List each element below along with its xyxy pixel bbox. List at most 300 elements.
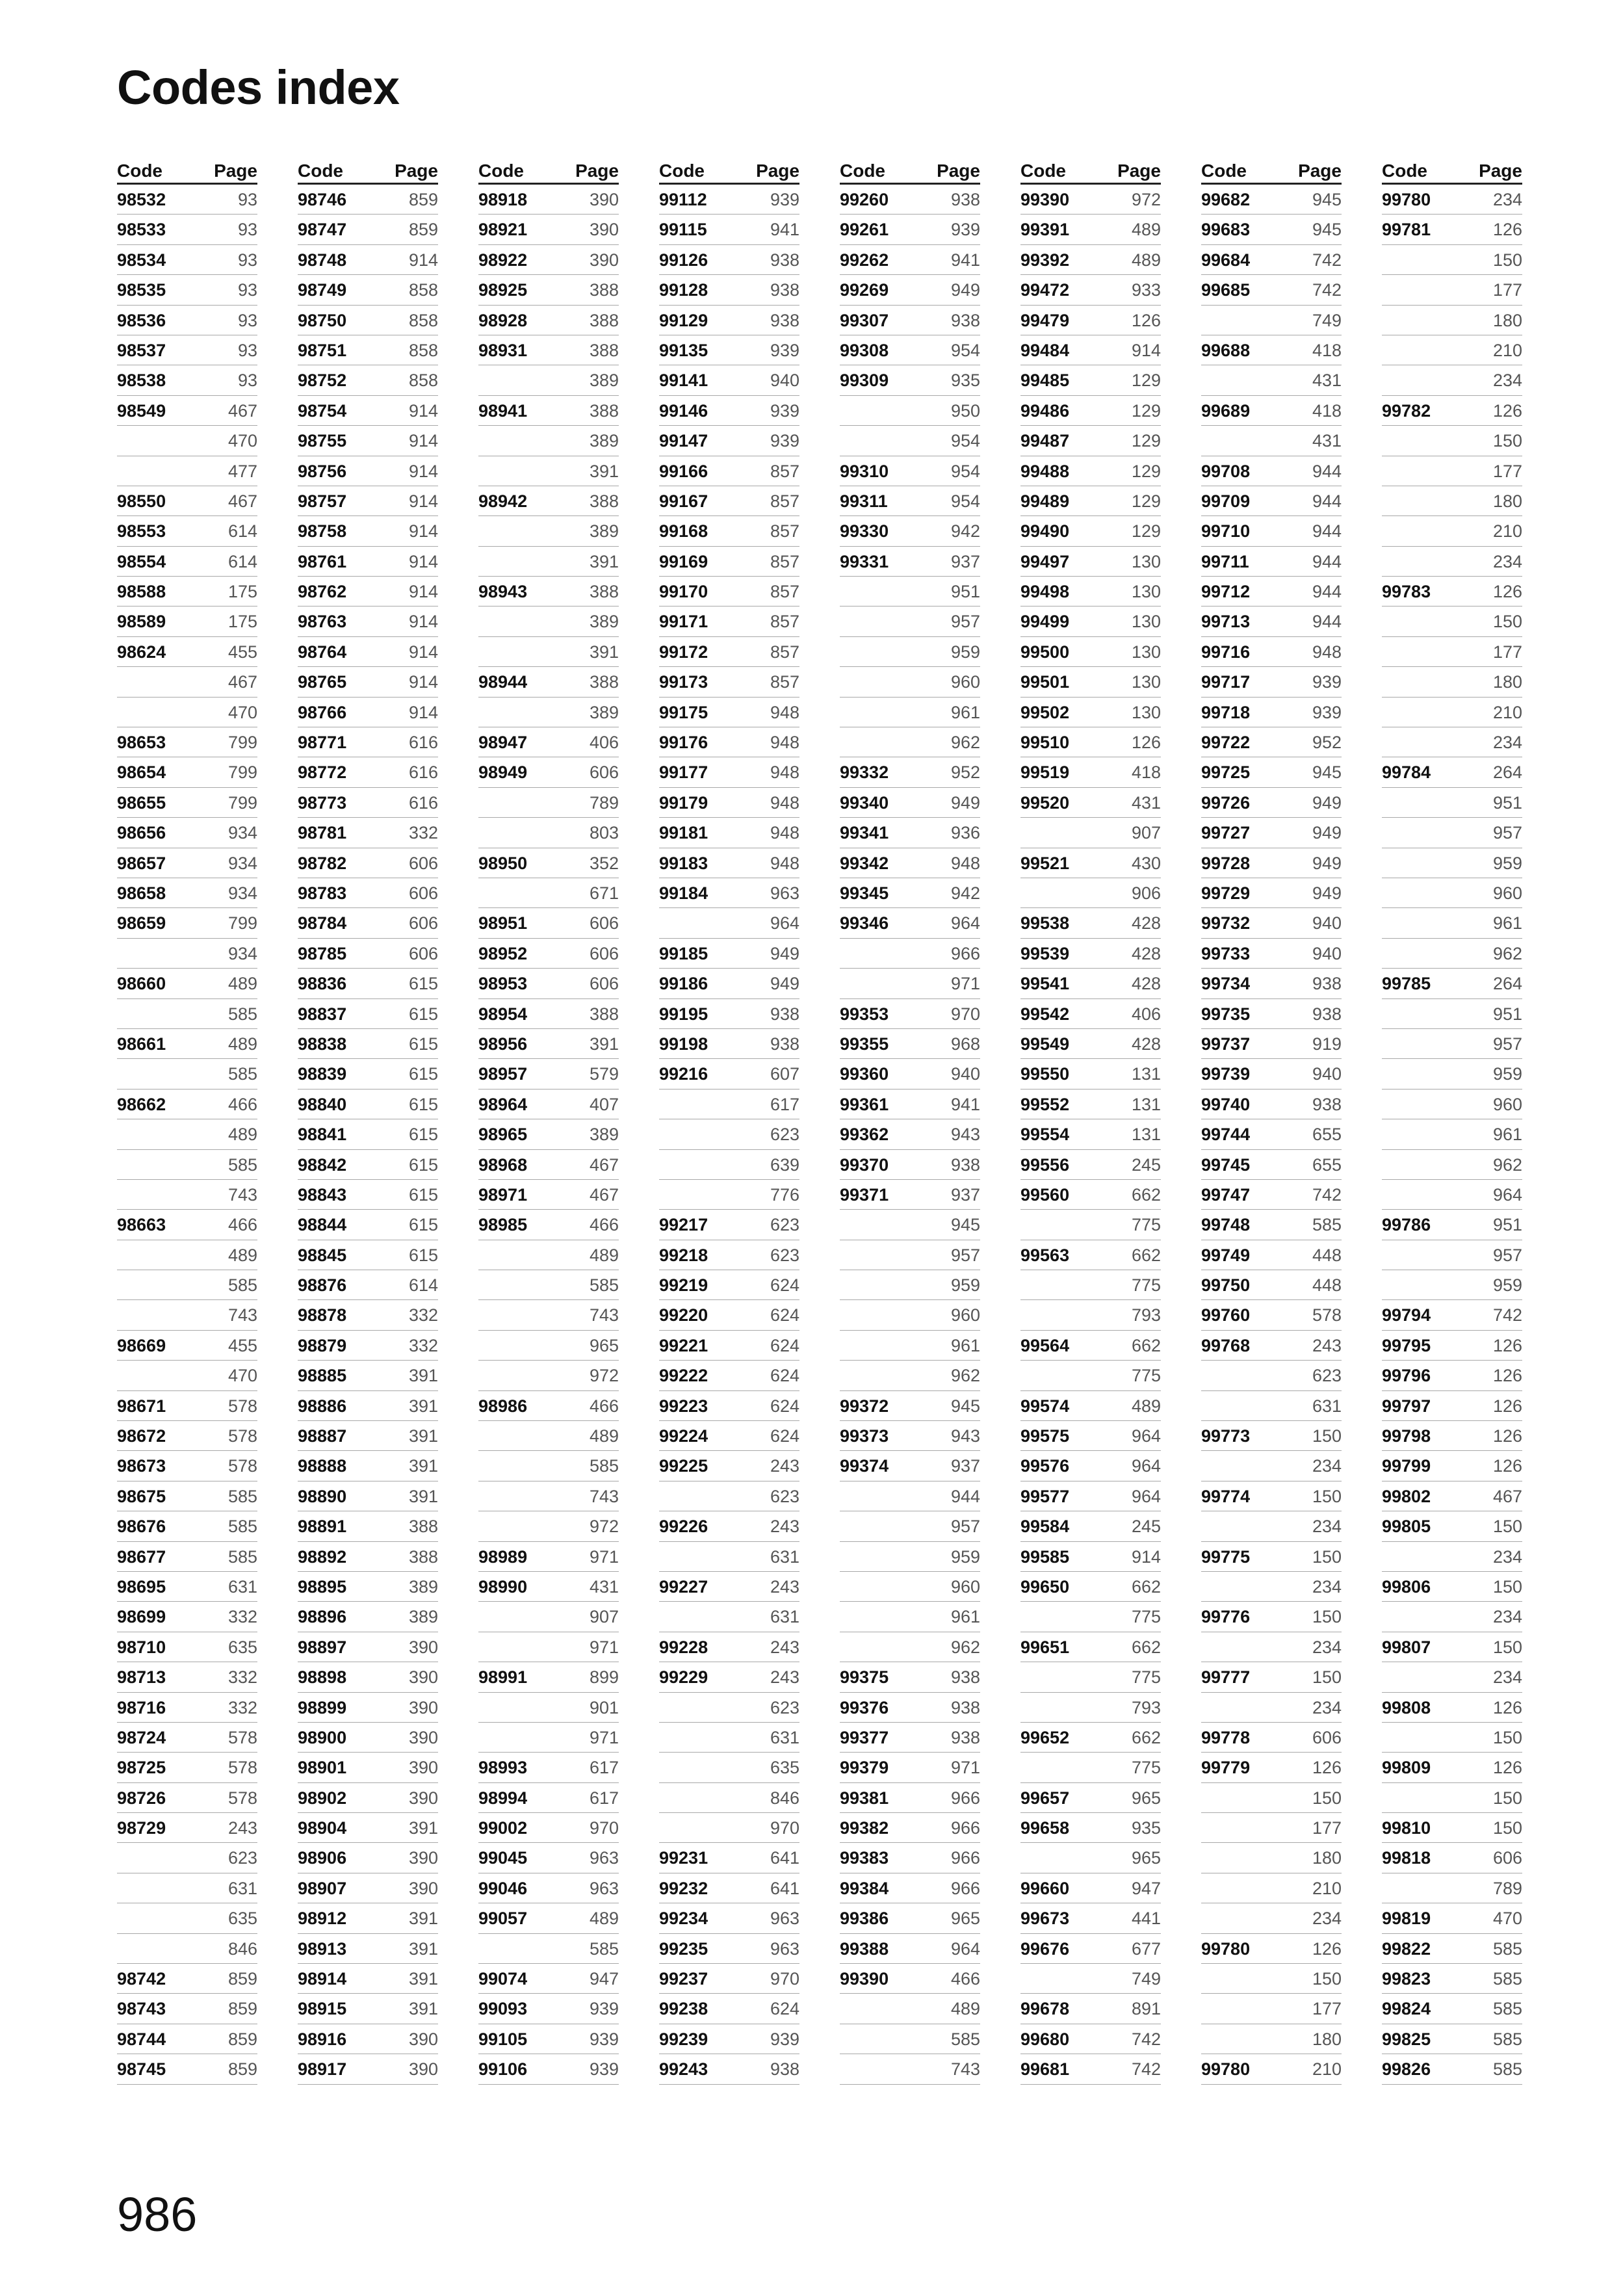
- index-row: [1382, 1119, 1522, 1149]
- index-row: [840, 1934, 980, 1964]
- page-cell: 180: [1492, 310, 1522, 330]
- page-cell: 938: [1312, 1094, 1342, 1114]
- code-cell: 99340: [840, 792, 889, 813]
- code-cell: 99311: [840, 491, 888, 511]
- index-row: [659, 486, 799, 516]
- code-cell: 98993: [478, 1758, 528, 1778]
- index-row: [840, 1813, 980, 1843]
- index-row: [840, 1632, 980, 1662]
- code-cell: 99373: [840, 1426, 889, 1446]
- page-cell: 389: [408, 1576, 438, 1597]
- index-row: [1020, 335, 1161, 365]
- index-row: [478, 878, 619, 908]
- index-row: [117, 1391, 257, 1421]
- code-cell: 99521: [1020, 853, 1070, 873]
- page-cell: 332: [227, 1607, 257, 1627]
- index-row: [659, 365, 799, 395]
- index-row: [117, 245, 257, 275]
- page-cell: 949: [1312, 883, 1342, 903]
- code-cell: 99785: [1382, 974, 1431, 994]
- page-cell: 970: [770, 1818, 799, 1838]
- page-cell: 406: [1131, 1004, 1161, 1024]
- page-cell: 939: [770, 431, 799, 451]
- page-cell: 234: [1492, 733, 1522, 753]
- index-row: [117, 1813, 257, 1843]
- index-row: [1201, 969, 1342, 998]
- code-cell: 98888: [298, 1456, 347, 1476]
- page-cell: 945: [950, 1396, 980, 1416]
- index-row: [117, 1029, 257, 1059]
- index-row: [478, 969, 619, 998]
- index-row: [1201, 637, 1342, 667]
- index-row: [117, 1119, 257, 1149]
- page-cell: 585: [1492, 2029, 1522, 2049]
- index-row: [659, 547, 799, 577]
- page-cell: 948: [1312, 642, 1342, 662]
- page-cell: 775: [1131, 1275, 1161, 1296]
- page-cell: 129: [1131, 461, 1161, 481]
- code-cell: 98534: [117, 250, 166, 270]
- page-cell: 939: [770, 190, 799, 209]
- page-cell: 390: [408, 1727, 438, 1747]
- page-cell: 388: [589, 1004, 619, 1024]
- page-cell: 939: [589, 2059, 619, 2080]
- index-row: [1382, 1331, 1522, 1361]
- page-cell: 742: [1131, 2029, 1161, 2049]
- index-row: [478, 999, 619, 1029]
- page-cell: 963: [589, 1878, 619, 1898]
- page-cell: 243: [770, 1667, 799, 1688]
- page-cell: 662: [1131, 1727, 1161, 1747]
- page-cell: 243: [1312, 1335, 1342, 1355]
- code-cell: 99732: [1201, 913, 1251, 933]
- page-cell: 93: [237, 310, 257, 330]
- page-cell: 585: [589, 1275, 619, 1296]
- page-cell: 963: [589, 1848, 619, 1868]
- index-row: [117, 969, 257, 998]
- index-row: [659, 1662, 799, 1692]
- page-cell: 389: [589, 431, 619, 451]
- code-cell: 99379: [840, 1758, 889, 1778]
- page-cell: 965: [1131, 1788, 1161, 1808]
- index-row: [298, 1873, 438, 1903]
- index-row: [298, 1300, 438, 1330]
- page-cell: 789: [589, 792, 619, 813]
- page-cell: 617: [589, 1758, 619, 1778]
- page-cell: 131: [1131, 1094, 1161, 1114]
- index-row: [117, 637, 257, 667]
- index-row: [840, 1511, 980, 1541]
- index-row: [659, 215, 799, 244]
- index-row: [1020, 1270, 1161, 1300]
- index-row: [117, 1873, 257, 1903]
- code-cell: 99710: [1201, 521, 1251, 541]
- page-cell: 914: [408, 672, 438, 692]
- page-cell: 606: [1312, 1727, 1342, 1747]
- page-cell: 150: [1492, 1637, 1522, 1657]
- page-cell: 431: [1131, 792, 1161, 813]
- page-cell: 964: [770, 913, 799, 933]
- code-cell: 98532: [117, 190, 166, 209]
- page-cell: 965: [589, 1335, 619, 1355]
- page-cell: 799: [227, 733, 257, 753]
- page-cell: 466: [589, 1396, 619, 1416]
- index-row: [298, 1270, 438, 1300]
- code-cell: 99392: [1020, 250, 1070, 270]
- code-cell: 99216: [659, 1064, 708, 1084]
- page-cell: 150: [1492, 250, 1522, 270]
- code-cell: 99718: [1201, 702, 1251, 722]
- page-cell: 489: [227, 1034, 257, 1054]
- page-cell: 957: [950, 612, 980, 632]
- index-row: [1020, 577, 1161, 607]
- code-cell: 99177: [659, 763, 708, 783]
- index-row: [298, 1180, 438, 1210]
- page-cell: 965: [950, 1909, 980, 1929]
- page-cell: 940: [1312, 943, 1342, 963]
- index-row: [298, 1964, 438, 1994]
- code-cell: 98676: [117, 1517, 166, 1537]
- index-row: [298, 1753, 438, 1782]
- page-header: Page: [756, 161, 799, 181]
- index-row: [117, 1300, 257, 1330]
- index-row: [1020, 1632, 1161, 1662]
- code-cell: 98897: [298, 1637, 347, 1657]
- code-cell: 98985: [478, 1215, 528, 1235]
- page-cell: 389: [589, 612, 619, 632]
- page-cell: 585: [950, 2029, 980, 2049]
- page-cell: 615: [408, 974, 438, 994]
- index-row: [1201, 878, 1342, 908]
- index-row: [478, 1813, 619, 1843]
- page-cell: 391: [589, 461, 619, 481]
- code-cell: 98891: [298, 1517, 347, 1537]
- index-row: [1382, 1813, 1522, 1843]
- page-cell: 391: [408, 1909, 438, 1929]
- page-cell: 954: [950, 491, 980, 511]
- code-cell: 99782: [1382, 400, 1431, 421]
- index-row: [478, 818, 619, 848]
- page-cell: 846: [770, 1788, 799, 1808]
- index-row: [298, 245, 438, 275]
- index-row: [1201, 185, 1342, 215]
- page-cell: 126: [1312, 1758, 1342, 1778]
- index-row: [478, 1300, 619, 1330]
- index-row: [840, 818, 980, 848]
- code-cell: 99825: [1382, 2029, 1431, 2049]
- index-row: [1201, 1361, 1342, 1390]
- page-cell: 899: [589, 1667, 619, 1688]
- page-cell: 972: [1131, 190, 1161, 209]
- page-cell: 131: [1131, 1125, 1161, 1145]
- page-cell: 606: [589, 913, 619, 933]
- code-cell: 98675: [117, 1486, 166, 1506]
- index-row: [478, 1210, 619, 1240]
- index-row: [1020, 547, 1161, 577]
- column-header: [478, 159, 619, 185]
- index-row: [117, 908, 257, 938]
- page-cell: 606: [589, 943, 619, 963]
- page-cell: 939: [770, 340, 799, 360]
- index-row: [478, 1150, 619, 1180]
- code-cell: 98537: [117, 340, 166, 360]
- page-cell: 635: [227, 1909, 257, 1929]
- index-row: [1382, 2054, 1522, 2084]
- page-cell: 793: [1131, 1697, 1161, 1717]
- page-cell: 150: [1492, 1818, 1522, 1838]
- code-cell: 99169: [659, 551, 708, 571]
- page-cell: 957: [1492, 1034, 1522, 1054]
- code-cell: 99490: [1020, 521, 1070, 541]
- page-cell: 489: [589, 1426, 619, 1446]
- page-cell: 126: [1492, 1335, 1522, 1355]
- page-cell: 743: [227, 1184, 257, 1205]
- index-row: [1201, 698, 1342, 727]
- index-row: [1201, 1934, 1342, 1964]
- index-row: [1201, 727, 1342, 757]
- index-row: [298, 486, 438, 516]
- code-cell: 98783: [298, 883, 347, 903]
- code-cell: 99768: [1201, 1335, 1251, 1355]
- index-row: [1201, 1964, 1342, 1994]
- code-cell: 98758: [298, 521, 347, 541]
- code-cell: 98773: [298, 792, 347, 813]
- code-cell: 99799: [1382, 1456, 1431, 1476]
- code-cell: 99309: [840, 371, 889, 391]
- code-cell: 98784: [298, 913, 347, 933]
- index-row: [298, 547, 438, 577]
- page-cell: 617: [770, 1094, 799, 1114]
- index-column-6: [1020, 159, 1161, 2085]
- index-row: [840, 1180, 980, 1210]
- page-cell: 937: [950, 1456, 980, 1476]
- index-rows: [1382, 185, 1522, 2085]
- page-cell: 126: [1492, 1396, 1522, 1416]
- code-cell: 99345: [840, 883, 889, 903]
- code-cell: 98954: [478, 1004, 528, 1024]
- code-cell: 99238: [659, 1999, 708, 2019]
- code-cell: 99711: [1201, 551, 1249, 571]
- index-row: [117, 757, 257, 787]
- page-cell: 857: [770, 551, 799, 571]
- page-cell: 466: [950, 1969, 980, 1989]
- column-header: [298, 159, 438, 185]
- index-row: [840, 1783, 980, 1813]
- index-row: [840, 1693, 980, 1723]
- index-row: [298, 1602, 438, 1632]
- index-row: [1382, 335, 1522, 365]
- index-row: [1382, 185, 1522, 215]
- index-row: [1201, 1903, 1342, 1933]
- index-row: [1020, 275, 1161, 305]
- index-row: [478, 275, 619, 305]
- index-row: [1201, 1873, 1342, 1903]
- code-cell: 99822: [1382, 1938, 1431, 1959]
- page-cell: 210: [1492, 702, 1522, 722]
- code-cell: 99231: [659, 1848, 708, 1868]
- code-cell: 98785: [298, 943, 347, 963]
- page-cell: 93: [237, 250, 257, 270]
- code-header: Code: [117, 161, 162, 181]
- index-row: [117, 939, 257, 969]
- index-row: [1382, 999, 1522, 1029]
- page-cell: 578: [227, 1396, 257, 1416]
- index-row: [1020, 1693, 1161, 1723]
- index-row: [298, 396, 438, 426]
- page-cell: 935: [1131, 1818, 1161, 1838]
- index-row: [1201, 1632, 1342, 1662]
- page-cell: 150: [1492, 612, 1522, 632]
- index-row: [117, 215, 257, 244]
- page-cell: 961: [1492, 913, 1522, 933]
- page-cell: 391: [408, 1426, 438, 1446]
- code-cell: 99183: [659, 853, 708, 873]
- code-cell: 99225: [659, 1456, 708, 1476]
- index-column-5: [840, 159, 980, 2085]
- code-cell: 99539: [1020, 943, 1070, 963]
- code-cell: 99167: [659, 491, 708, 511]
- code-cell: 99355: [840, 1034, 889, 1054]
- page-cell: 970: [950, 1004, 980, 1024]
- index-row: [659, 516, 799, 546]
- code-cell: 99002: [478, 1818, 528, 1838]
- index-row: [478, 1119, 619, 1149]
- index-row: [117, 1059, 257, 1089]
- index-row: [840, 2024, 980, 2054]
- page-cell: 959: [1492, 853, 1522, 873]
- page-cell: 949: [1312, 823, 1342, 843]
- index-row: [1382, 1753, 1522, 1782]
- page-cell: 606: [589, 974, 619, 994]
- index-row: [478, 1994, 619, 2024]
- page-cell: 264: [1492, 763, 1522, 783]
- index-row: [117, 275, 257, 305]
- code-cell: 99807: [1382, 1637, 1431, 1657]
- index-row: [1201, 848, 1342, 878]
- page-cell: 615: [408, 1245, 438, 1265]
- code-cell: 99226: [659, 1517, 708, 1537]
- index-row: [1201, 2024, 1342, 2054]
- code-cell: 99181: [659, 823, 708, 843]
- code-cell: 99260: [840, 190, 889, 209]
- page-cell: 623: [1312, 1366, 1342, 1386]
- index-row: [117, 1180, 257, 1210]
- index-row: [1201, 1723, 1342, 1753]
- index-row: [117, 335, 257, 365]
- page-cell: 966: [950, 1818, 980, 1838]
- code-cell: 99797: [1382, 1396, 1431, 1416]
- page-cell: 177: [1492, 642, 1522, 662]
- code-cell: 98991: [478, 1667, 528, 1688]
- page-cell: 799: [227, 763, 257, 783]
- code-cell: 99243: [659, 2059, 708, 2080]
- page-cell: 243: [770, 1637, 799, 1657]
- page-cell: 938: [950, 310, 980, 330]
- page-cell: 150: [1492, 1517, 1522, 1537]
- index-row: [117, 547, 257, 577]
- code-cell: 99658: [1020, 1818, 1070, 1838]
- code-cell: 99235: [659, 1938, 708, 1959]
- page-cell: 939: [770, 2029, 799, 2049]
- page-cell: 948: [770, 702, 799, 722]
- page-cell: 966: [950, 1788, 980, 1808]
- index-row: [1382, 215, 1522, 244]
- page-cell: 961: [950, 1335, 980, 1355]
- page-cell: 234: [1492, 371, 1522, 391]
- index-row: [117, 1843, 257, 1873]
- index-row: [659, 1964, 799, 1994]
- code-cell: 99126: [659, 250, 708, 270]
- page-cell: 388: [589, 280, 619, 300]
- code-cell: 99372: [840, 1396, 889, 1416]
- page-cell: 352: [589, 853, 619, 873]
- index-row: [117, 999, 257, 1029]
- code-cell: 98994: [478, 1788, 528, 1808]
- index-row: [1382, 848, 1522, 878]
- index-row: [1382, 1270, 1522, 1300]
- page-cell: 948: [770, 733, 799, 753]
- index-row: [1382, 1632, 1522, 1662]
- page-cell: 175: [227, 582, 257, 602]
- index-row: [117, 1723, 257, 1753]
- page-cell: 234: [1492, 1667, 1522, 1688]
- code-cell: 98914: [298, 1969, 347, 1989]
- code-cell: 99809: [1382, 1758, 1431, 1778]
- page-cell: 858: [408, 371, 438, 391]
- code-cell: 98925: [478, 280, 528, 300]
- index-row: [298, 2024, 438, 2054]
- index-row: [1201, 788, 1342, 818]
- code-cell: 98876: [298, 1275, 347, 1296]
- index-row: [298, 667, 438, 697]
- index-row: [1201, 1783, 1342, 1813]
- page-cell: 937: [950, 551, 980, 571]
- index-row: [840, 1391, 980, 1421]
- page-cell: 418: [1131, 763, 1161, 783]
- index-row: [478, 1723, 619, 1753]
- page-cell: 776: [770, 1184, 799, 1205]
- index-row: [117, 1964, 257, 1994]
- column-header: [1020, 159, 1161, 185]
- page-cell: 245: [1131, 1517, 1161, 1537]
- page-cell: 635: [770, 1758, 799, 1778]
- index-row: [1201, 1300, 1342, 1330]
- index-row: [298, 1421, 438, 1451]
- index-row: [1020, 1331, 1161, 1361]
- index-row: [659, 1934, 799, 1964]
- index-row: [117, 1511, 257, 1541]
- code-cell: 99560: [1020, 1184, 1070, 1205]
- index-row: [478, 486, 619, 516]
- index-column-4: [659, 159, 799, 2085]
- index-row: [1201, 396, 1342, 426]
- page-cell: 857: [770, 491, 799, 511]
- page-cell: 961: [950, 702, 980, 722]
- index-row: [117, 2024, 257, 2054]
- page-cell: 180: [1312, 1848, 1342, 1868]
- index-row: [1201, 456, 1342, 486]
- index-row: [298, 275, 438, 305]
- page-cell: 803: [589, 823, 619, 843]
- index-row: [1382, 788, 1522, 818]
- page-cell: 585: [227, 1546, 257, 1567]
- code-cell: 99166: [659, 461, 708, 481]
- index-row: [478, 365, 619, 395]
- code-cell: 99802: [1382, 1486, 1431, 1506]
- page-cell: 940: [1312, 913, 1342, 933]
- index-row: [1201, 1119, 1342, 1149]
- page-cell: 662: [1131, 1184, 1161, 1205]
